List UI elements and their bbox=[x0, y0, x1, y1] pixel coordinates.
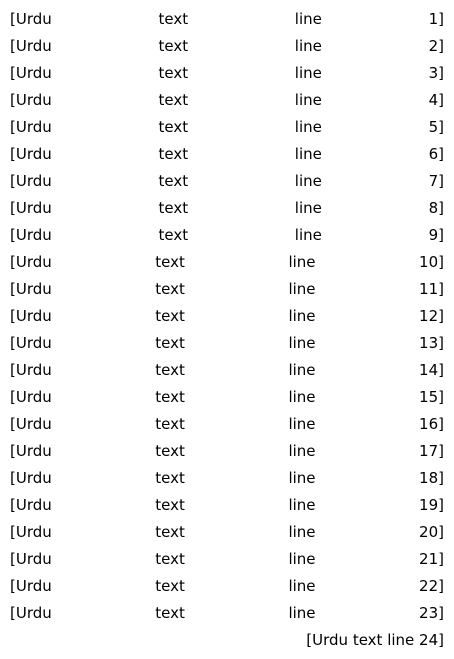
article-line: [Urdu text line 7] bbox=[10, 172, 444, 190]
article-body bbox=[10, 6, 444, 654]
article-line: [Urdu text line 5] bbox=[10, 118, 444, 136]
article-line: [Urdu text line 3] bbox=[10, 64, 444, 82]
article-line: [Urdu text line 9] bbox=[10, 226, 444, 244]
article-line: [Urdu text line 23] bbox=[10, 604, 444, 622]
article-line: [Urdu text line 19] bbox=[10, 496, 444, 514]
article-line: [Urdu text line 17] bbox=[10, 442, 444, 460]
article-line: [Urdu text line 24] bbox=[306, 631, 444, 649]
article-line: [Urdu text line 4] bbox=[10, 91, 444, 109]
article-line: [Urdu text line 22] bbox=[10, 577, 444, 595]
article-line: [Urdu text line 12] bbox=[10, 307, 444, 325]
article-line: [Urdu text line 8] bbox=[10, 199, 444, 217]
article-line: [Urdu text line 21] bbox=[10, 550, 444, 568]
article-line: [Urdu text line 15] bbox=[10, 388, 444, 406]
article-line: [Urdu text line 11] bbox=[10, 280, 444, 298]
article-line: [Urdu text line 16] bbox=[10, 415, 444, 433]
article-line: [Urdu text line 13] bbox=[10, 334, 444, 352]
article-line: [Urdu text line 10] bbox=[10, 253, 444, 271]
article-line: [Urdu text line 18] bbox=[10, 469, 444, 487]
article-line: [Urdu text line 2] bbox=[10, 37, 444, 55]
article-line: [Urdu text line 1] bbox=[10, 10, 444, 28]
article-line: [Urdu text line 20] bbox=[10, 523, 444, 541]
article-line: [Urdu text line 14] bbox=[10, 361, 444, 379]
article-line: [Urdu text line 6] bbox=[10, 145, 444, 163]
